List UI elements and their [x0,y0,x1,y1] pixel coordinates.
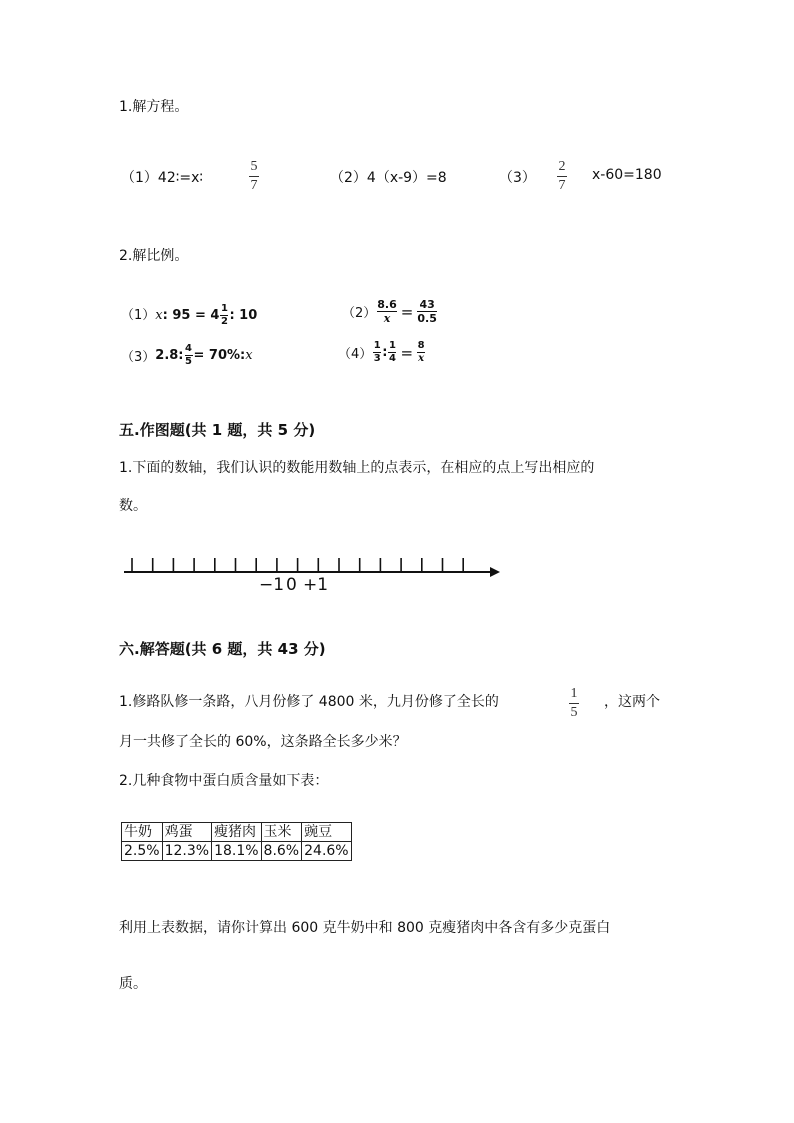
equation-3-fraction [557,160,567,193]
question-solve-proportions-title: 2.解比例。 [119,248,189,264]
fraction-numerator: 1 [389,340,396,351]
proportion-2 [342,299,438,324]
section-6-q1-line-2: 月一共修了全长的 60%，这条路全长多少米？ [119,734,407,750]
fraction-numerator: 1 [570,686,578,701]
proportion-1-fraction [220,304,228,327]
section-5-question-line-1: 1.下面的数轴，我们认识的数能用数轴上的点表示，在相应的点上写出相应的 [119,460,595,476]
fraction-denominator: 5 [570,705,578,720]
proportion-1 [121,304,257,327]
table-cell: 18.1% [212,842,261,861]
equation-1-label: （1）42∶=x∶ [121,170,204,186]
fraction-denominator: 7 [250,178,258,193]
fraction-bar [249,176,259,177]
fraction-denominator: 0.5 [417,312,437,325]
section-5-heading: 五.作图题(共 1 题，共 5 分) [119,421,316,439]
axis-label-zero: 0 [286,575,297,595]
equation-3-label: （3） [499,170,536,186]
proportion-2-fraction-left [377,299,397,324]
table-header-cell: 瘦猪肉 [212,823,261,842]
section-6-q1-line-1: 1.修路队修一条路，八月份修了 4800 米，九月份修了全长的 [119,694,499,710]
fraction-numerator: 8.6 [377,298,397,311]
question-solve-equations-title: 1.解方程。 [119,99,189,115]
proportion-3-text: 2.8: [155,348,184,363]
table-header-cell: 鸡蛋 [162,823,211,842]
proportion-2-label: （2） [342,306,377,321]
table-cell: 12.3% [162,842,211,861]
proportion-4-fraction-b [388,341,396,364]
fraction-numerator: 5 [250,159,258,174]
proportion-3 [121,344,253,367]
equation-1-fraction [249,160,259,193]
table-cell: 8.6% [261,842,302,861]
fraction-denominator: x [383,312,391,325]
fraction-bar [569,703,579,704]
fraction-bar [557,176,567,177]
variable-x: x [155,308,163,323]
colon: : [382,345,388,360]
fraction-numerator: 1 [373,340,381,351]
protein-table [121,822,352,861]
equals-sign: = [400,343,414,362]
proportion-4-label: （4） [338,347,373,362]
variable-x: x [245,348,253,363]
fraction-denominator: 2 [220,316,228,327]
table-header-row [122,823,352,842]
proportion-1-label: （1） [121,308,156,323]
fraction-denominator: 5 [185,356,192,367]
fraction-denominator: 7 [558,178,566,193]
proportion-4 [338,341,426,364]
axis-label-pos1: +1 [303,575,329,595]
section-5-question-line-2: 数。 [119,498,147,514]
proportion-4-fraction-c [417,341,425,364]
table-header-cell: 玉米 [261,823,302,842]
equals-sign: = [400,302,414,321]
axis-label-neg1: −1 [259,575,285,595]
number-line-arrow-icon [490,567,500,577]
fraction-denominator: x [418,353,425,364]
table-row [122,842,352,861]
number-line-ticks [132,558,463,572]
proportion-1-text-end: : 10 [229,308,258,323]
proportion-1-text: : 95 = 4 [162,308,220,323]
equation-3-rest: x-60=180 [592,167,662,183]
proportion-3-text-end: = 70%: [193,348,246,363]
section-6-q2-line-2: 质。 [119,976,147,992]
fraction-numerator: 1 [220,303,228,314]
section-6-q2-line-1: 利用上表数据，请你计算出 600 克牛奶中和 800 克瘦猪肉中各含有多少克蛋白 [119,920,611,936]
fraction-numerator: 4 [185,343,192,354]
proportion-3-label: （3） [121,350,156,365]
proportion-4-fraction-a [373,341,381,364]
table-cell: 24.6% [302,842,351,861]
proportion-2-fraction-right [417,299,437,324]
proportion-3-fraction [185,344,193,367]
fraction-numerator: 2 [558,159,566,174]
section-6-heading: 六.解答题(共 6 题，共 43 分) [119,640,326,658]
table-cell: 2.5% [122,842,163,861]
section-6-q1-fraction [569,687,579,720]
fraction-denominator: 3 [373,353,381,364]
fraction-numerator: 43 [419,298,435,311]
fraction-numerator: 8 [417,340,425,351]
number-line [120,552,510,596]
section-6-q1-line-1-end: ，这两个 [604,694,660,710]
fraction-denominator: 4 [389,353,396,364]
table-header-cell: 豌豆 [302,823,351,842]
equation-2: （2）4（x-9）=8 [330,170,447,186]
table-header-cell: 牛奶 [122,823,163,842]
section-6-q2-title: 2.几种食物中蛋白质含量如下表： [119,773,329,789]
